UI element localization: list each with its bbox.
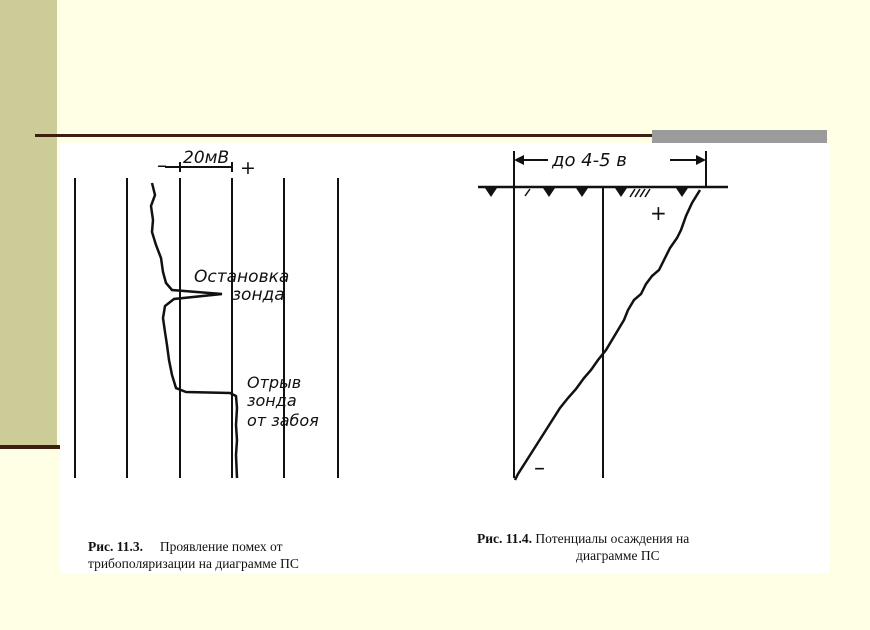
fig1-annotation-stop-1: Остановка: [194, 267, 290, 287]
fig1-annotation-pull-1: Отрыв: [247, 373, 302, 392]
fig2-ground-hatching: [485, 188, 688, 197]
fig2-ground-ticks: [525, 189, 650, 197]
fig1-annotation-pull-2: зонда: [247, 391, 297, 410]
fig1-caption: [88, 538, 299, 572]
fig1-minus-sign: –: [157, 153, 167, 177]
fig1-scale-label: 20мВ: [183, 148, 230, 168]
fig2-arrow-left: [514, 155, 524, 165]
fig2-potential-curve: [515, 190, 700, 480]
fig1-sp-curve: [151, 183, 237, 478]
fig1-caption-number: Рис. 11.3.: [88, 539, 144, 554]
fig2-caption: [477, 530, 689, 564]
fig2-arrow-right: [696, 155, 706, 165]
fig2-scale-label: до 4-5 в: [552, 150, 627, 171]
fig2-caption-line1: [477, 531, 689, 546]
fig1-caption-line1: [88, 539, 283, 554]
fig1-annotation-stop-2: зонда: [232, 285, 285, 305]
fig2-caption-text-2: диаграмме ПС: [576, 548, 660, 563]
fig2-plus-sign: +: [650, 201, 667, 225]
fig2-caption-text-1: Потенциалы осаждения на: [535, 531, 690, 546]
fig2-minus-sign: –: [534, 456, 545, 481]
fig2-caption-number: Рис. 11.4.: [477, 531, 533, 546]
fig1-grid: [75, 178, 338, 478]
fig1-caption-text-1: Проявление помех от: [159, 539, 283, 554]
fig1-annotation-pull-3: от забоя: [247, 411, 319, 430]
fig1-plus-sign: +: [240, 157, 256, 179]
fig1-caption-text-2: трибополяризации на диаграмме ПС: [88, 556, 299, 571]
